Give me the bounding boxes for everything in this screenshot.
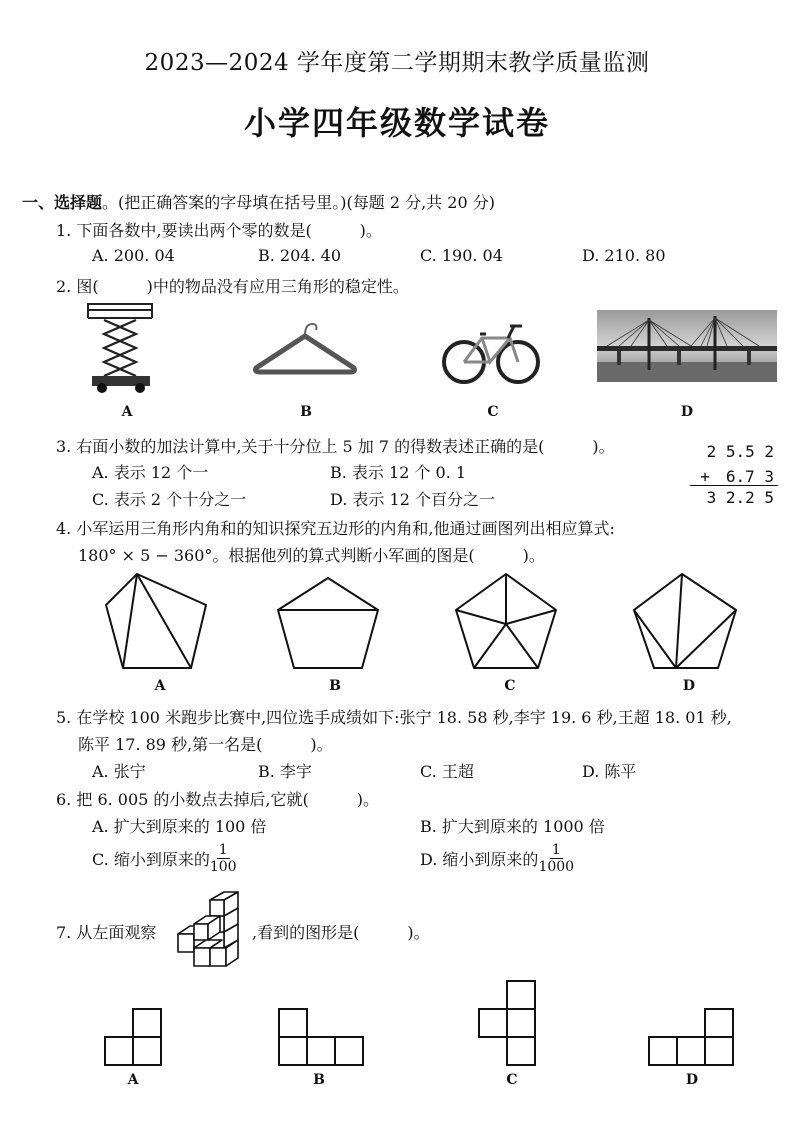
q6-option-c-text: C. 缩小到原来的 xyxy=(92,850,210,869)
q4-label-d: D xyxy=(682,678,696,694)
pentagon-c xyxy=(454,572,558,670)
section-heading xyxy=(22,190,495,213)
exam-subtitle: 小学四年级数学试卷 xyxy=(243,104,550,142)
q6-option-b: B. 扩大到原来的 1000 倍 xyxy=(420,817,605,836)
calc-rule xyxy=(690,485,778,486)
q6-fraction-c-den: 100 xyxy=(209,859,237,875)
q7-label-c: C xyxy=(506,1072,518,1088)
section-instructions: 。(把正确答案的字母填在括号里。)(每题 2 分,共 20 分) xyxy=(102,193,495,212)
question-5-line-2: 陈平 17. 89 秒,第一名是( )。 xyxy=(78,735,333,754)
calc-row-2: + 6.7 3 xyxy=(700,467,774,486)
exam-title: 2023—2024 学年度第二学期期末教学质量监测 xyxy=(144,50,650,76)
bicycle-image xyxy=(440,318,542,386)
q6-option-d xyxy=(420,842,574,875)
q7-figure-c xyxy=(478,980,536,1066)
q5-option-d: D. 陈平 xyxy=(582,762,637,781)
calc-row-1: 2 5.5 2 xyxy=(706,442,774,461)
question-4-line-1: 4. 小军运用三角形内角和的知识探究五边形的内角和,他通过画图列出相应算式: xyxy=(56,519,615,538)
calc-row-3: 3 2.2 5 xyxy=(706,488,774,507)
q6-fraction-d xyxy=(538,842,574,875)
q7-label-a: A xyxy=(127,1072,139,1088)
q7-figure-d xyxy=(648,1008,734,1066)
q6-option-a: A. 扩大到原来的 100 倍 xyxy=(92,817,267,836)
q6-fraction-d-num: 1 xyxy=(551,842,561,858)
q7-label-b: B xyxy=(313,1072,325,1088)
scissor-lift-image xyxy=(84,302,156,394)
q6-option-c xyxy=(92,842,237,875)
q1-option-b: B. 204. 40 xyxy=(258,246,341,265)
pentagon-d xyxy=(630,572,738,670)
q7-figure-b xyxy=(278,1008,364,1066)
q3-option-c: C. 表示 2 个十分之一 xyxy=(92,490,247,509)
bridge-image xyxy=(597,310,777,382)
q2-label-d: D xyxy=(680,404,694,420)
q3-option-b: B. 表示 12 个 0. 1 xyxy=(330,463,467,482)
pentagon-b xyxy=(276,576,380,670)
q2-label-b: B xyxy=(300,404,312,420)
q4-label-c: C xyxy=(504,678,516,694)
question-7-prefix: 7. 从左面观察 xyxy=(56,923,157,942)
q5-option-b: B. 李宇 xyxy=(258,762,312,781)
q3-option-d: D. 表示 12 个百分之一 xyxy=(330,490,495,509)
q5-option-a: A. 张宁 xyxy=(92,762,146,781)
question-1: 1. 下面各数中,要读出两个零的数是( )。 xyxy=(56,221,382,240)
q3-option-a: A. 表示 12 个一 xyxy=(92,463,209,482)
q4-label-b: B xyxy=(329,678,341,694)
question-7-suffix: ,看到的图形是( )。 xyxy=(252,923,430,942)
q2-label-c: C xyxy=(487,404,499,420)
question-5-line-1: 5. 在学校 100 米跑步比赛中,四位选手成绩如下:张宁 18. 58 秒,李宇 19. 6 秒,王超 18. 01 秒, xyxy=(56,708,732,727)
q6-fraction-c xyxy=(210,842,237,875)
q6-option-d-text: D. 缩小到原来的 xyxy=(420,850,539,869)
question-2: 2. 图( )中的物品没有应用三角形的稳定性。 xyxy=(56,277,409,296)
cube-stack-image xyxy=(176,890,250,968)
q7-label-d: D xyxy=(685,1072,699,1088)
q1-option-d: D. 210. 80 xyxy=(582,246,666,265)
question-6: 6. 把 6. 005 的小数点去掉后,它就( )。 xyxy=(56,790,379,809)
q4-label-a: A xyxy=(154,678,166,694)
q7-figure-a xyxy=(104,1008,162,1066)
question-3: 3. 右面小数的加法计算中,关于十分位上 5 加 7 的得数表述正确的是( )。 xyxy=(56,437,615,456)
q6-fraction-d-den: 1000 xyxy=(538,859,575,875)
q2-label-a: A xyxy=(121,404,133,420)
pentagon-a xyxy=(104,572,210,670)
q6-fraction-c-num: 1 xyxy=(218,842,228,858)
q1-option-a: A. 200. 04 xyxy=(92,246,175,265)
q5-option-c: C. 王超 xyxy=(420,762,474,781)
section-heading-label: 一、选择题 xyxy=(22,193,103,212)
q1-option-c: C. 190. 04 xyxy=(420,246,503,265)
question-4-line-2: 180° × 5 − 360°。根据他列的算式判断小军画的图是( )。 xyxy=(78,546,545,565)
coat-hanger-image xyxy=(252,318,358,376)
